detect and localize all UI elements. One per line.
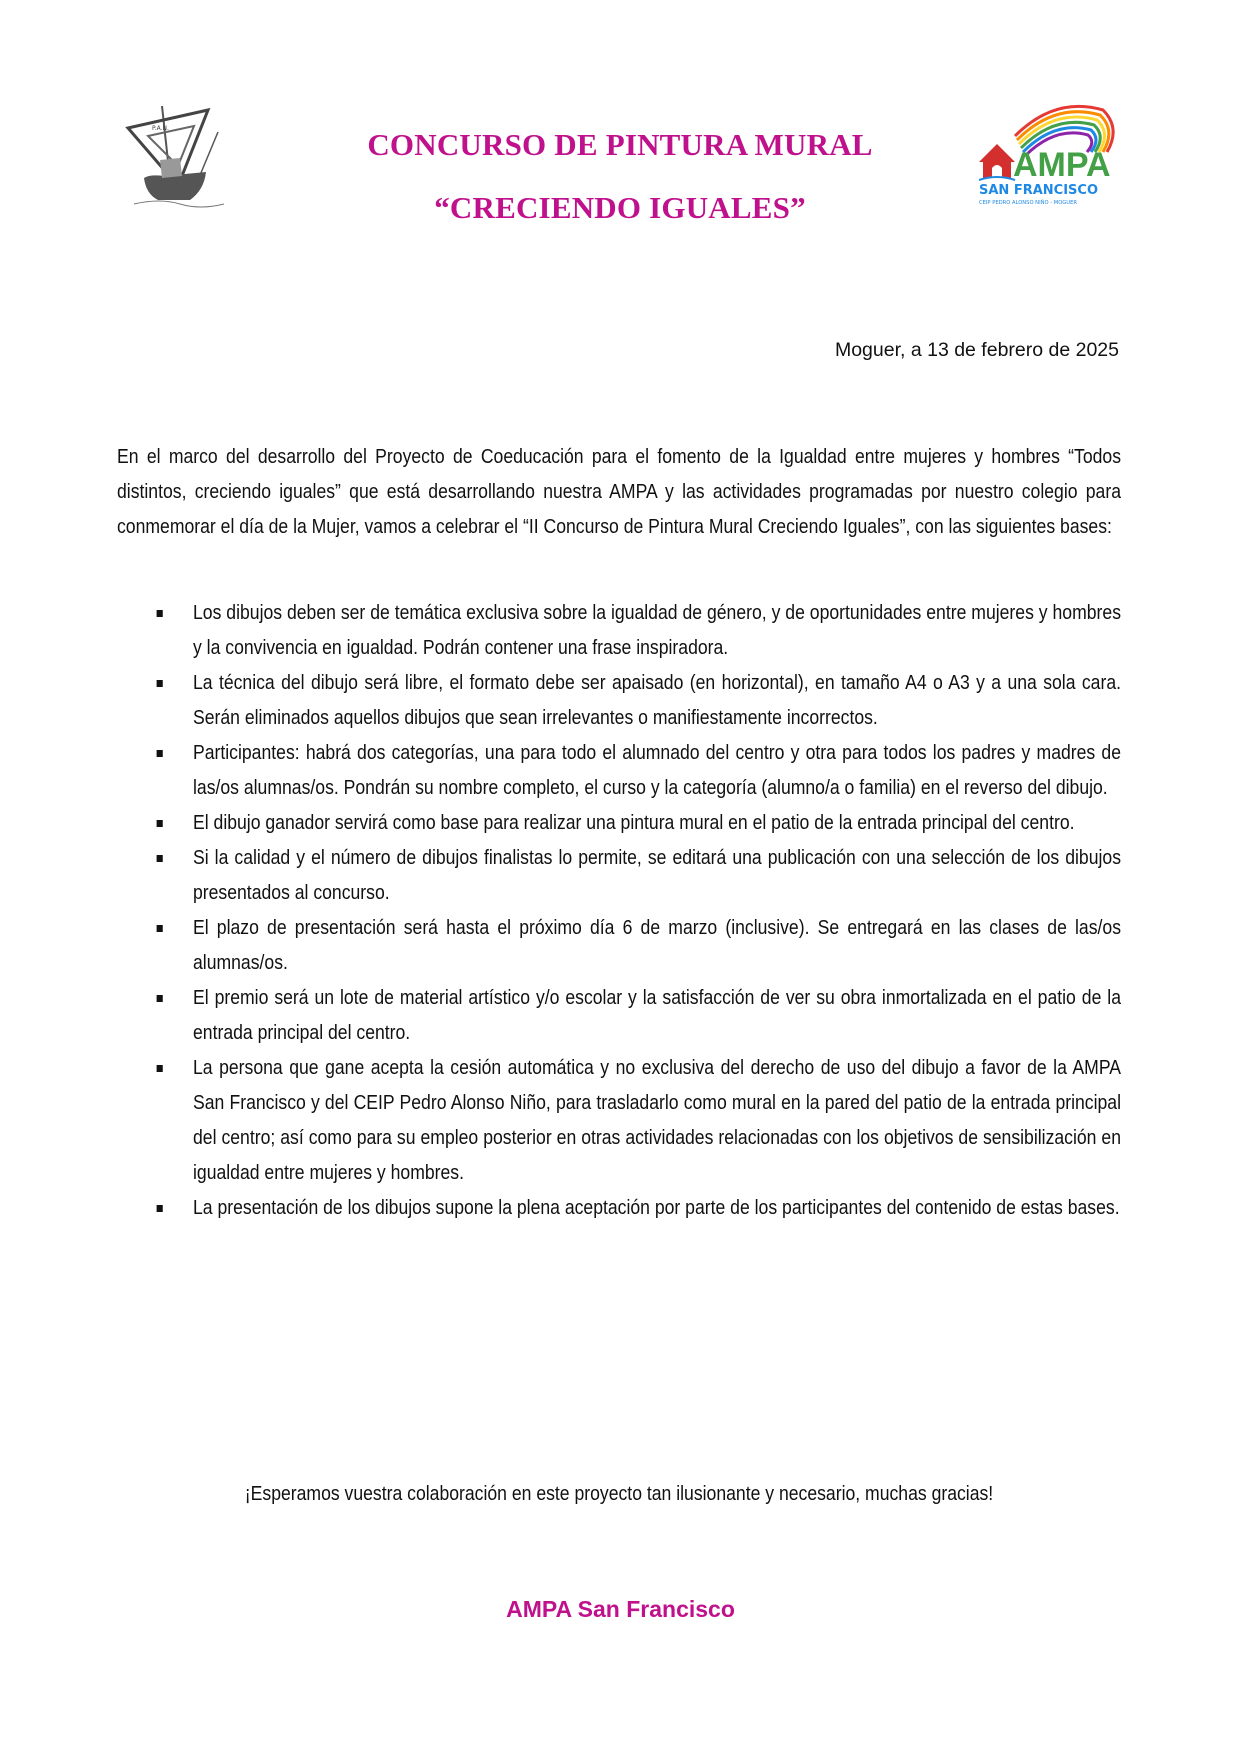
square-bullet-icon <box>157 610 163 617</box>
square-bullet-icon <box>157 680 163 687</box>
closing-message: ¡Esperamos vuestra colaboración en este proyecto tan ilusionante y necesario, muchas gracias! <box>244 1483 994 1505</box>
svg-text:P.A.N.: P.A.N. <box>152 125 169 132</box>
list-item: Si la calidad y el número de dibujos finalistas lo permite, se editará una publicación con una selección de los dibujos presentados al concurso. <box>117 841 1121 911</box>
square-bullet-icon <box>157 1205 163 1212</box>
list-item: El dibujo ganador servirá como base para realizar una pintura mural en el patio de la entrada principal del centro. <box>117 806 1121 841</box>
bases-list <box>117 596 1121 1226</box>
page-subtitle: “CRECIENDO IGUALES” <box>434 190 806 225</box>
date-line: Moguer, a 13 de febrero de 2025 <box>834 339 1119 361</box>
page-title: CONCURSO DE PINTURA MURAL <box>367 127 873 162</box>
signature: AMPA San Francisco <box>506 1596 735 1622</box>
list-item: La persona que gane acepta la cesión automática y no exclusiva del derecho de uso del dibujo a favor de la AMPA San Francisco y del CEIP Pedro Alonso Niño, para trasladarlo como mural en la pared del patio de la entrada principal del centro; así como para su empleo posterior en otras actividades relacionadas con los objetivos de sensibilización en igualdad entre mujeres y hombres. <box>117 1051 1121 1191</box>
square-bullet-icon <box>157 820 163 827</box>
square-bullet-icon <box>157 995 163 1002</box>
school-ship-logo <box>120 100 240 220</box>
ampa-logo <box>975 100 1125 210</box>
square-bullet-icon <box>157 1065 163 1072</box>
intro-paragraph: En el marco del desarrollo del Proyecto de Coeducación para el fomento de la Igualdad entre mujeres y hombres “Todos distintos, creciendo iguales” que está desarrollando nuestra AMPA y las actividades programadas por nuestro colegio para conmemorar el día de la Mujer, vamos a celebrar el “II Concurso de Pintura Mural Creciendo Iguales”, con las siguientes bases: <box>117 446 1121 538</box>
ampa-rainbow-logo-icon <box>975 100 1125 210</box>
svg-text:CEIP PEDRO ALONSO NIÑO - MOGUE: CEIP PEDRO ALONSO NIÑO - MOGUER <box>979 200 1077 206</box>
list-item: Participantes: habrá dos categorías, una para todo el alumnado del centro y otra para todos los padres y madres de las/os alumnas/os. Pondrán su nombre completo, el curso y la categoría (alumno/a o familia) en el reverso del dibujo. <box>117 736 1121 806</box>
svg-text:AMPA: AMPA <box>1013 146 1111 184</box>
list-item: Los dibujos deben ser de temática exclusiva sobre la igualdad de género, y de oportunidades entre mujeres y hombres y la convivencia en igualdad. Podrán contener una frase inspiradora. <box>117 596 1121 666</box>
list-item: El premio será un lote de material artístico y/o escolar y la satisfacción de ver su obra inmortalizada en el patio de la entrada principal del centro. <box>117 981 1121 1051</box>
ship-icon <box>120 100 240 220</box>
square-bullet-icon <box>157 925 163 932</box>
list-item: El plazo de presentación será hasta el próximo día 6 de marzo (inclusive). Se entregará en las clases de las/os alumnas/os. <box>117 911 1121 981</box>
list-item: La presentación de los dibujos supone la plena aceptación por parte de los participantes del contenido de estas bases. <box>117 1191 1121 1226</box>
square-bullet-icon <box>157 855 163 862</box>
svg-text:SAN FRANCISCO: SAN FRANCISCO <box>979 183 1098 198</box>
square-bullet-icon <box>157 750 163 757</box>
list-item: La técnica del dibujo será libre, el formato debe ser apaisado (en horizontal), en tamaño A4 o A3 y a una sola cara. Serán eliminados aquellos dibujos que sean irrelevantes o manifiestamente incorrectos. <box>117 666 1121 736</box>
